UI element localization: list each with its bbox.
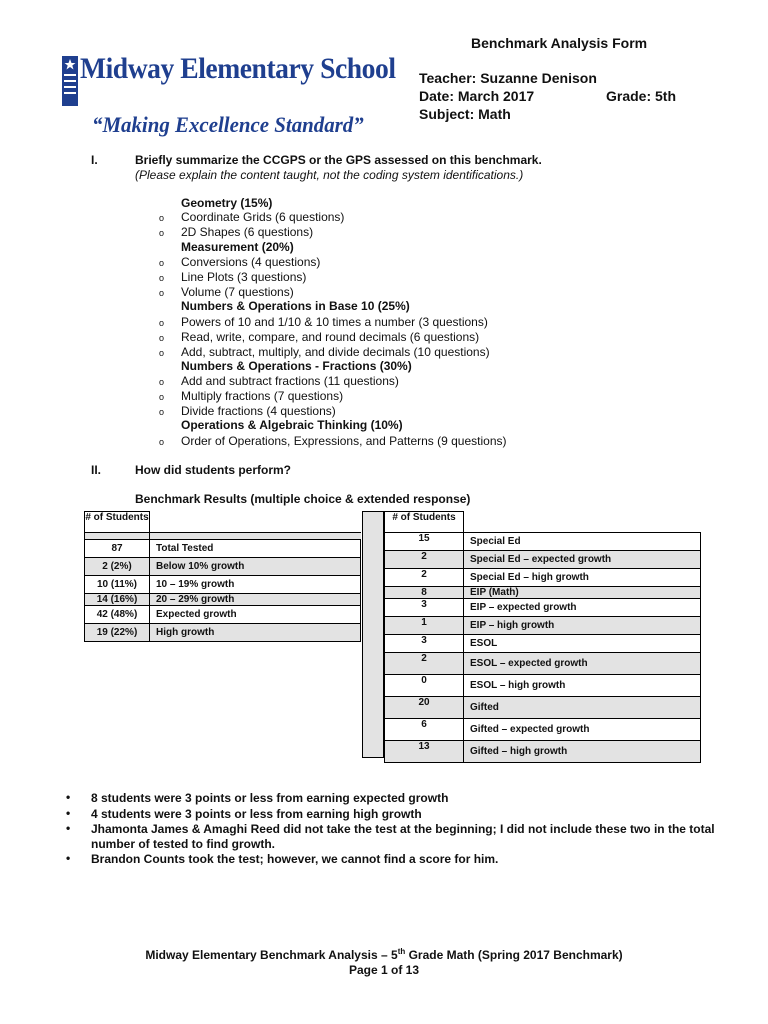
bullet-icon: o	[159, 273, 165, 283]
table-row	[385, 719, 701, 741]
bullet-icon: o	[159, 213, 165, 223]
category-title: Operations & Algebraic Thinking (10%)	[181, 418, 403, 432]
bullet-icon: o	[159, 437, 165, 447]
label-cell: ESOL – high growth	[464, 675, 701, 697]
table-row	[385, 587, 701, 599]
results-title: Benchmark Results (multiple choice & extended response)	[135, 492, 471, 506]
count-cell: 3	[385, 635, 464, 653]
bullet-icon: o	[159, 258, 165, 268]
table-row	[385, 653, 701, 675]
bullet-dot-icon: •	[66, 790, 71, 804]
page-number: Page 1 of 13	[348, 963, 420, 977]
label-cell: Below 10% growth	[150, 558, 361, 576]
count-cell: 2 (2%)	[85, 558, 150, 576]
standard-item: Add, subtract, multiply, and divide decimals (10 questions)	[181, 345, 490, 359]
category-title: Measurement (20%)	[181, 240, 294, 254]
table-header-row	[85, 512, 361, 533]
label-cell: Total Tested	[150, 540, 361, 558]
standard-item: Add and subtract fractions (11 questions)	[181, 374, 399, 388]
table-header-row	[385, 512, 701, 533]
table-row	[85, 606, 361, 624]
count-cell: 13	[385, 741, 464, 763]
count-cell: 1	[385, 617, 464, 635]
count-cell: 8	[385, 587, 464, 599]
note-item: Jhamonta James & Amaghi Reed did not take the test at the beginning; I did not include these two in the total number of tested to find growth.	[91, 822, 715, 851]
note-item: Brandon Counts took the test; however, we cannot find a score for him.	[91, 852, 499, 866]
section-2-number: II.	[91, 463, 102, 477]
table-row	[85, 624, 361, 642]
date: Date: March 2017	[419, 88, 535, 104]
subject: Subject: Math	[419, 106, 511, 122]
standard-item: Conversions (4 questions)	[181, 255, 321, 269]
label-cell: ESOL – expected growth	[464, 653, 701, 675]
standard-item: Divide fractions (4 questions)	[181, 404, 336, 418]
section-1-note: (Please explain the content taught, not the coding system identifications.)	[135, 168, 524, 182]
section-2-title: How did students perform?	[135, 463, 291, 477]
label-cell: Gifted – high growth	[464, 741, 701, 763]
table-row	[85, 576, 361, 594]
count-cell: 14 (16%)	[85, 594, 150, 606]
bullet-dot-icon: •	[66, 821, 71, 835]
label-cell: High growth	[150, 624, 361, 642]
note-item: 4 students were 3 points or less from earning high growth	[91, 807, 422, 821]
footer-title-part: Grade Math (Spring 2017 Benchmark)	[405, 948, 623, 962]
bullet-icon: o	[159, 348, 165, 358]
subgroup-table	[384, 511, 701, 763]
standard-item: Volume (7 questions)	[181, 285, 294, 299]
count-cell: 6	[385, 719, 464, 741]
header-cell: # of Students	[85, 512, 150, 533]
count-cell: 87	[85, 540, 150, 558]
label-cell: Special Ed	[464, 533, 701, 551]
count-cell: 15	[385, 533, 464, 551]
count-cell: 3	[385, 599, 464, 617]
table-row	[385, 533, 701, 551]
standard-item: Powers of 10 and 1/10 & 10 times a number (3 questions)	[181, 315, 488, 329]
bullet-icon: o	[159, 392, 165, 402]
table-row	[385, 551, 701, 569]
label-cell: 10 – 19% growth	[150, 576, 361, 594]
grade: Grade: 5th	[606, 88, 677, 104]
school-name: Midway Elementary School	[80, 52, 396, 85]
standard-item: Coordinate Grids (6 questions)	[181, 210, 345, 224]
section-1-number: I.	[91, 153, 98, 167]
footer-title-part: Midway Elementary Benchmark Analysis – 5	[145, 948, 398, 962]
category-title: Geometry (15%)	[181, 196, 273, 210]
table-row	[385, 697, 701, 719]
count-cell: 10 (11%)	[85, 576, 150, 594]
note-item: 8 students were 3 points or less from earning expected growth	[91, 791, 449, 805]
count-cell: 42 (48%)	[85, 606, 150, 624]
bullet-icon: o	[159, 288, 165, 298]
category-title: Numbers & Operations in Base 10 (25%)	[181, 299, 410, 313]
table-row	[385, 675, 701, 697]
label-cell: 20 – 29% growth	[150, 594, 361, 606]
count-cell: 2	[385, 569, 464, 587]
label-cell: Gifted – expected growth	[464, 719, 701, 741]
label-cell: EIP (Math)	[464, 587, 701, 599]
count-cell: 2	[385, 551, 464, 569]
count-cell: 19 (22%)	[85, 624, 150, 642]
label-cell: Special Ed – high growth	[464, 569, 701, 587]
table-row	[385, 741, 701, 763]
table-row	[85, 594, 361, 606]
label-cell: Special Ed – expected growth	[464, 551, 701, 569]
label-cell: Expected growth	[150, 606, 361, 624]
footer-title	[0, 947, 768, 962]
table-row	[385, 617, 701, 635]
bullet-dot-icon: •	[66, 806, 71, 820]
label-cell: ESOL	[464, 635, 701, 653]
label-cell: EIP – high growth	[464, 617, 701, 635]
bullet-icon: o	[159, 333, 165, 343]
flag-icon	[62, 56, 80, 106]
table-side-bar	[362, 511, 384, 758]
growth-table	[84, 511, 361, 642]
count-cell: 0	[385, 675, 464, 697]
table-row	[85, 558, 361, 576]
standard-item: Multiply fractions (7 questions)	[181, 389, 344, 403]
table-row	[85, 540, 361, 558]
table-row	[385, 569, 701, 587]
bullet-icon: o	[159, 407, 165, 417]
label-cell: Gifted	[464, 697, 701, 719]
table-row	[385, 599, 701, 617]
count-cell: 2	[385, 653, 464, 675]
standard-item: Order of Operations, Expressions, and Patterns (9 questions)	[181, 434, 507, 448]
table-row	[385, 635, 701, 653]
bullet-dot-icon: •	[66, 851, 71, 865]
standard-item: Read, write, compare, and round decimals (6 questions)	[181, 330, 480, 344]
form-title: Benchmark Analysis Form	[471, 35, 648, 51]
count-cell: 20	[385, 697, 464, 719]
school-logo	[62, 52, 396, 147]
bullet-icon: o	[159, 318, 165, 328]
school-motto: “Making Excellence Standard”	[92, 112, 364, 137]
standard-item: Line Plots (3 questions)	[181, 270, 307, 284]
bullet-icon: o	[159, 228, 165, 238]
label-cell: EIP – expected growth	[464, 599, 701, 617]
teacher: Teacher: Suzanne Denison	[419, 70, 597, 86]
category-title: Numbers & Operations - Fractions (30%)	[181, 359, 412, 373]
header-cell: # of Students	[385, 512, 464, 533]
footer-superscript: th	[397, 947, 406, 956]
bullet-icon: o	[159, 377, 165, 387]
standard-item: 2D Shapes (6 questions)	[181, 225, 314, 239]
section-1-title: Briefly summarize the CCGPS or the GPS assessed on this benchmark.	[135, 153, 542, 167]
